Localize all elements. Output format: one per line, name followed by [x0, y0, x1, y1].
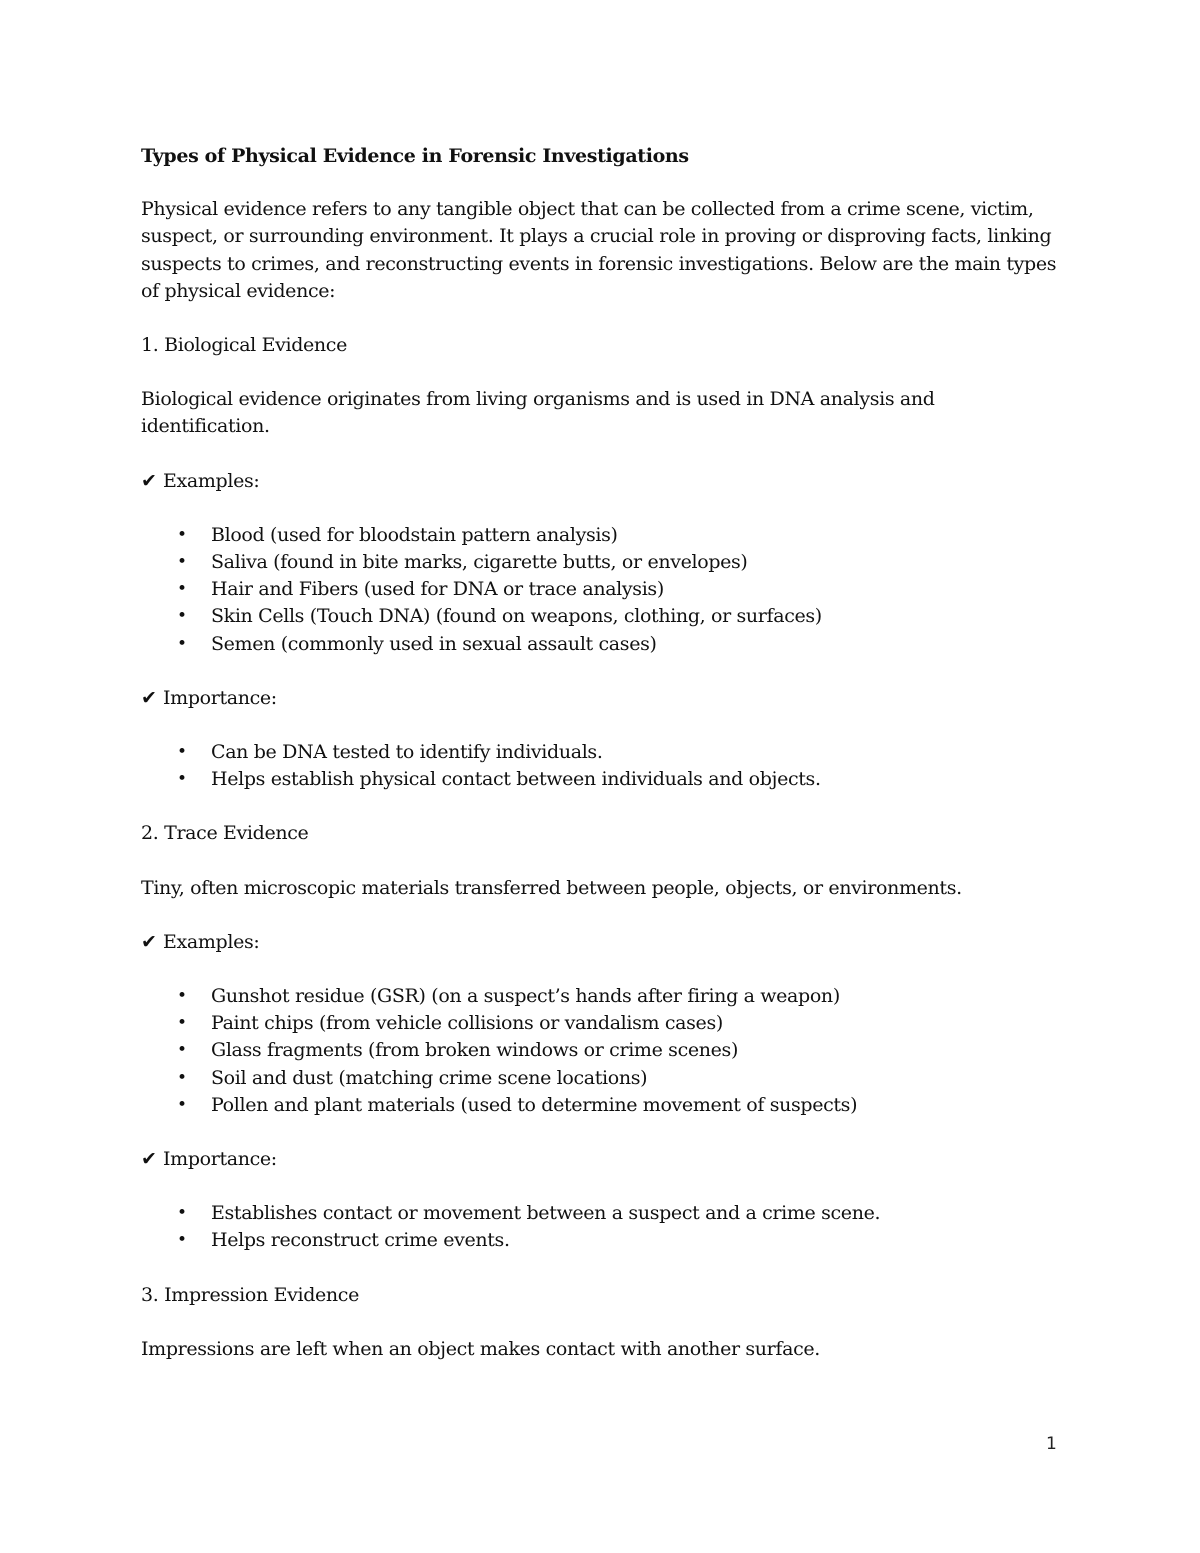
- list-item-text: Helps reconstruct crime events.: [211, 1229, 510, 1252]
- list-item-text: Soil and dust (matching crime scene locations): [211, 1066, 648, 1089]
- list-item: [141, 549, 1061, 576]
- list-item: [141, 1200, 1061, 1227]
- importance-label-text: Importance:: [163, 1148, 277, 1171]
- examples-list-trace: [141, 983, 1061, 1119]
- bullet-icon: •: [177, 524, 187, 545]
- importance-label-trace: [141, 1146, 1061, 1173]
- checkmark-icon: ✔: [141, 686, 157, 709]
- list-item-text: Glass fragments (from broken windows or crime scenes): [211, 1039, 739, 1062]
- list-item-text: Gunshot residue (GSR) (on a suspect’s hands after firing a weapon): [211, 985, 840, 1008]
- section-description-trace: Tiny, often microscopic materials transferred between people, objects, or environments.: [141, 876, 962, 899]
- bullet-icon: •: [177, 606, 187, 627]
- section-description-impression: Impressions are left when an object makes contact with another surface.: [141, 1337, 820, 1360]
- list-item-text: Can be DNA tested to identify individuals.: [211, 741, 603, 764]
- list-item-text: Hair and Fibers (used for DNA or trace analysis): [211, 578, 664, 601]
- list-item-text: Skin Cells (Touch DNA) (found on weapons, clothing, or surfaces): [211, 605, 822, 628]
- importance-label-biological: [141, 685, 1061, 712]
- bullet-icon: •: [177, 579, 187, 600]
- list-item-text: Establishes contact or movement between a suspect and a crime scene.: [211, 1202, 881, 1225]
- list-item: [141, 1227, 1061, 1254]
- section-heading-biological: 1. Biological Evidence: [141, 334, 347, 357]
- examples-list-biological: [141, 522, 1061, 658]
- list-item-text: Saliva (found in bite marks, cigarette butts, or envelopes): [211, 551, 748, 574]
- importance-list-biological: [141, 739, 1061, 793]
- examples-label-biological: [141, 468, 1061, 495]
- bullet-icon: •: [177, 633, 187, 654]
- bullet-icon: •: [177, 1094, 187, 1115]
- bullet-icon: •: [177, 769, 187, 790]
- document-title: Types of Physical Evidence in Forensic Investigations: [141, 145, 689, 167]
- page-number: 1: [1046, 1434, 1057, 1454]
- list-item: [141, 1092, 1061, 1119]
- importance-list-trace: [141, 1200, 1061, 1254]
- list-item: [141, 576, 1061, 603]
- section-description-biological: Biological evidence originates from living organisms and is used in DNA analysis and identification.: [141, 388, 935, 438]
- list-item: [141, 766, 1061, 793]
- list-item: [141, 739, 1061, 766]
- bullet-icon: •: [177, 1040, 187, 1061]
- importance-label-text: Importance:: [163, 686, 277, 709]
- bullet-icon: •: [177, 1230, 187, 1251]
- examples-label-text: Examples:: [163, 469, 260, 492]
- bullet-icon: •: [177, 742, 187, 763]
- examples-label-text: Examples:: [163, 930, 260, 953]
- list-item-text: Helps establish physical contact between individuals and objects.: [211, 768, 821, 791]
- intro-paragraph: Physical evidence refers to any tangible object that can be collected from a crime scene, victim, suspect, or surrounding environment. It plays a crucial role in proving or disproving facts, linking suspects to crimes, and reconstructing events in forensic investigations. Below are the main types of physical evidence:: [141, 198, 1057, 302]
- checkmark-icon: ✔: [141, 1148, 157, 1171]
- list-item: [141, 631, 1061, 658]
- list-item-text: Pollen and plant materials (used to determine movement of suspects): [211, 1093, 858, 1116]
- bullet-icon: •: [177, 986, 187, 1007]
- bullet-icon: •: [177, 552, 187, 573]
- list-item: [141, 522, 1061, 549]
- examples-label-trace: [141, 929, 1061, 956]
- bullet-icon: •: [177, 1067, 187, 1088]
- document-body: [141, 143, 1061, 1390]
- section-heading-trace: 2. Trace Evidence: [141, 822, 309, 845]
- list-item: [141, 1037, 1061, 1064]
- list-item: [141, 603, 1061, 630]
- list-item: [141, 983, 1061, 1010]
- checkmark-icon: ✔: [141, 469, 157, 492]
- section-heading-impression: 3. Impression Evidence: [141, 1283, 359, 1306]
- list-item: [141, 1065, 1061, 1092]
- checkmark-icon: ✔: [141, 930, 157, 953]
- bullet-icon: •: [177, 1203, 187, 1224]
- bullet-icon: •: [177, 1013, 187, 1034]
- list-item: [141, 1010, 1061, 1037]
- list-item-text: Semen (commonly used in sexual assault cases): [211, 632, 657, 655]
- list-item-text: Blood (used for bloodstain pattern analysis): [211, 523, 618, 546]
- list-item-text: Paint chips (from vehicle collisions or vandalism cases): [211, 1012, 723, 1035]
